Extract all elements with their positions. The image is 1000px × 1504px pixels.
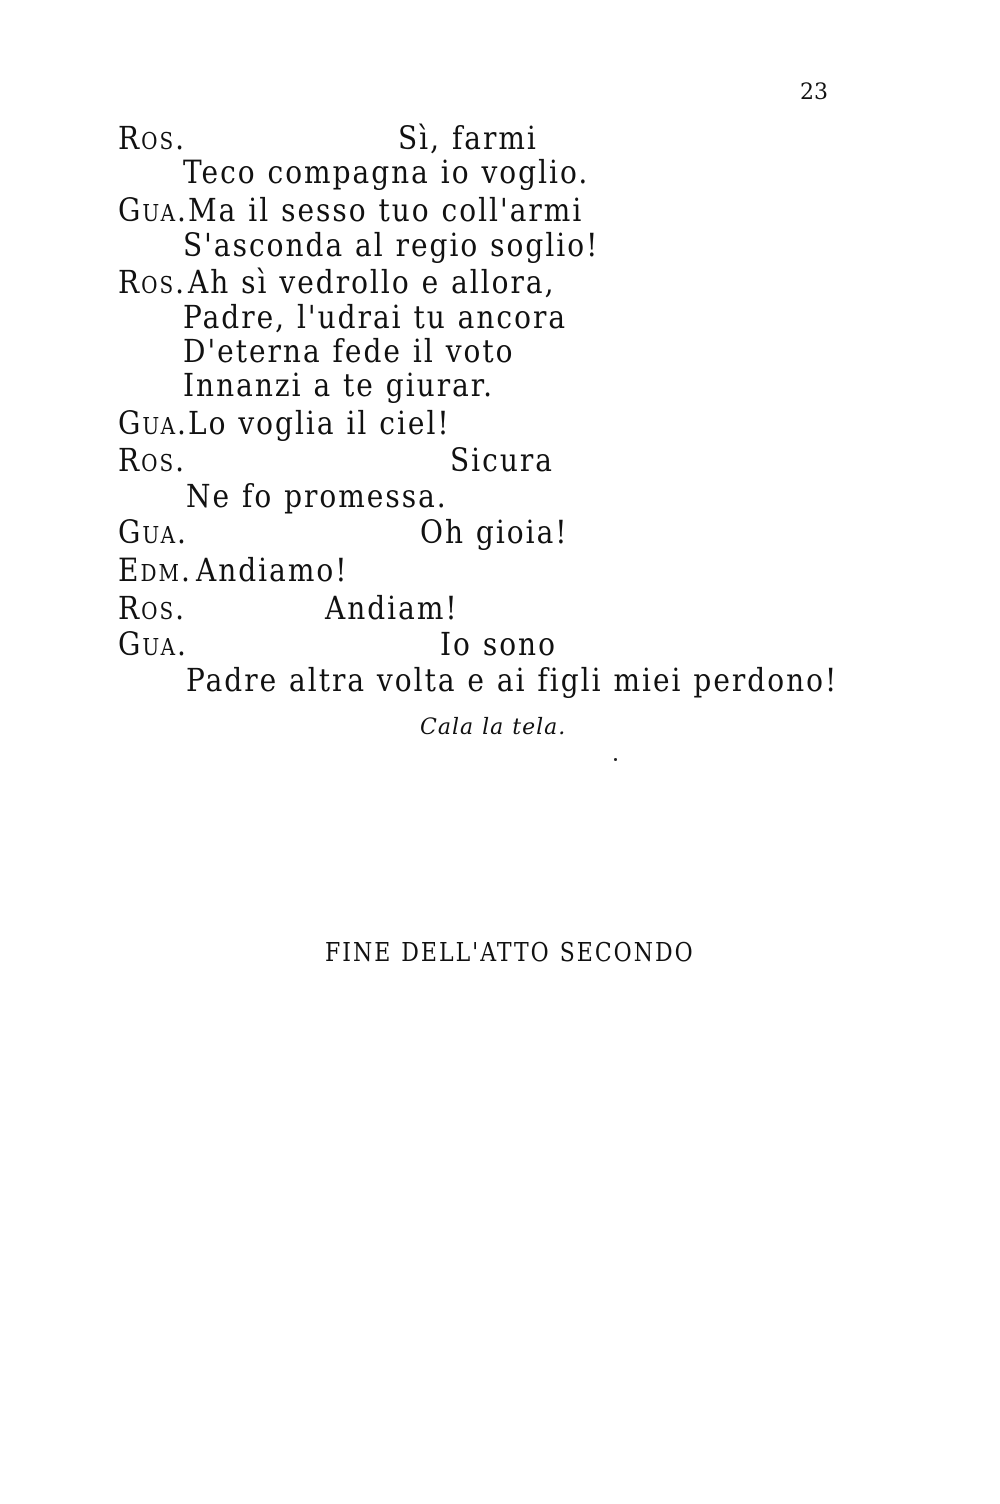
verse-line: S'asconda al regio soglio! (183, 226, 600, 265)
stage-direction: Cala la tela. (420, 715, 567, 740)
speaker-label: Gua. (118, 404, 188, 443)
verse-line: Padre altra volta e ai figli miei perdono! (186, 661, 839, 700)
verse-line: Io sono (440, 625, 557, 664)
verse-line: Andiamo! (196, 551, 349, 590)
end-of-act-heading: FINE DELL'ATTO SECONDO (325, 938, 695, 968)
ink-speck (614, 758, 617, 761)
speaker-label: Gua. (118, 625, 188, 664)
verse-line: Ne fo promessa. (186, 477, 448, 516)
page-number: 23 (800, 80, 828, 105)
verse-line: Sicura (450, 441, 554, 480)
speaker-label: Gua. (118, 191, 188, 230)
speaker-label: Ros. (118, 441, 187, 480)
speaker-label: Gua. (118, 513, 188, 552)
verse-line: Lo voglia il ciel! (188, 404, 451, 443)
verse-line: D'eterna fede il voto (183, 332, 515, 371)
speaker-label: Edm. (118, 551, 192, 590)
verse-line: Padre, l'udrai tu ancora (183, 298, 568, 337)
speaker-label: Ros. (118, 119, 187, 158)
speaker-label: Ros. (118, 589, 187, 628)
verse-line: Andiam! (325, 589, 459, 628)
verse-line: Oh gioia! (420, 513, 569, 552)
speaker-label: Ros. (118, 263, 187, 302)
verse-line: Sì, farmi (398, 119, 538, 158)
verse-line: Teco compagna io voglio. (183, 153, 590, 192)
verse-line: Innanzi a te giurar. (183, 366, 494, 405)
verse-line: Ah sì vedrollo e allora, (188, 263, 556, 302)
verse-line: Ma il sesso tuo coll'armi (188, 191, 584, 230)
